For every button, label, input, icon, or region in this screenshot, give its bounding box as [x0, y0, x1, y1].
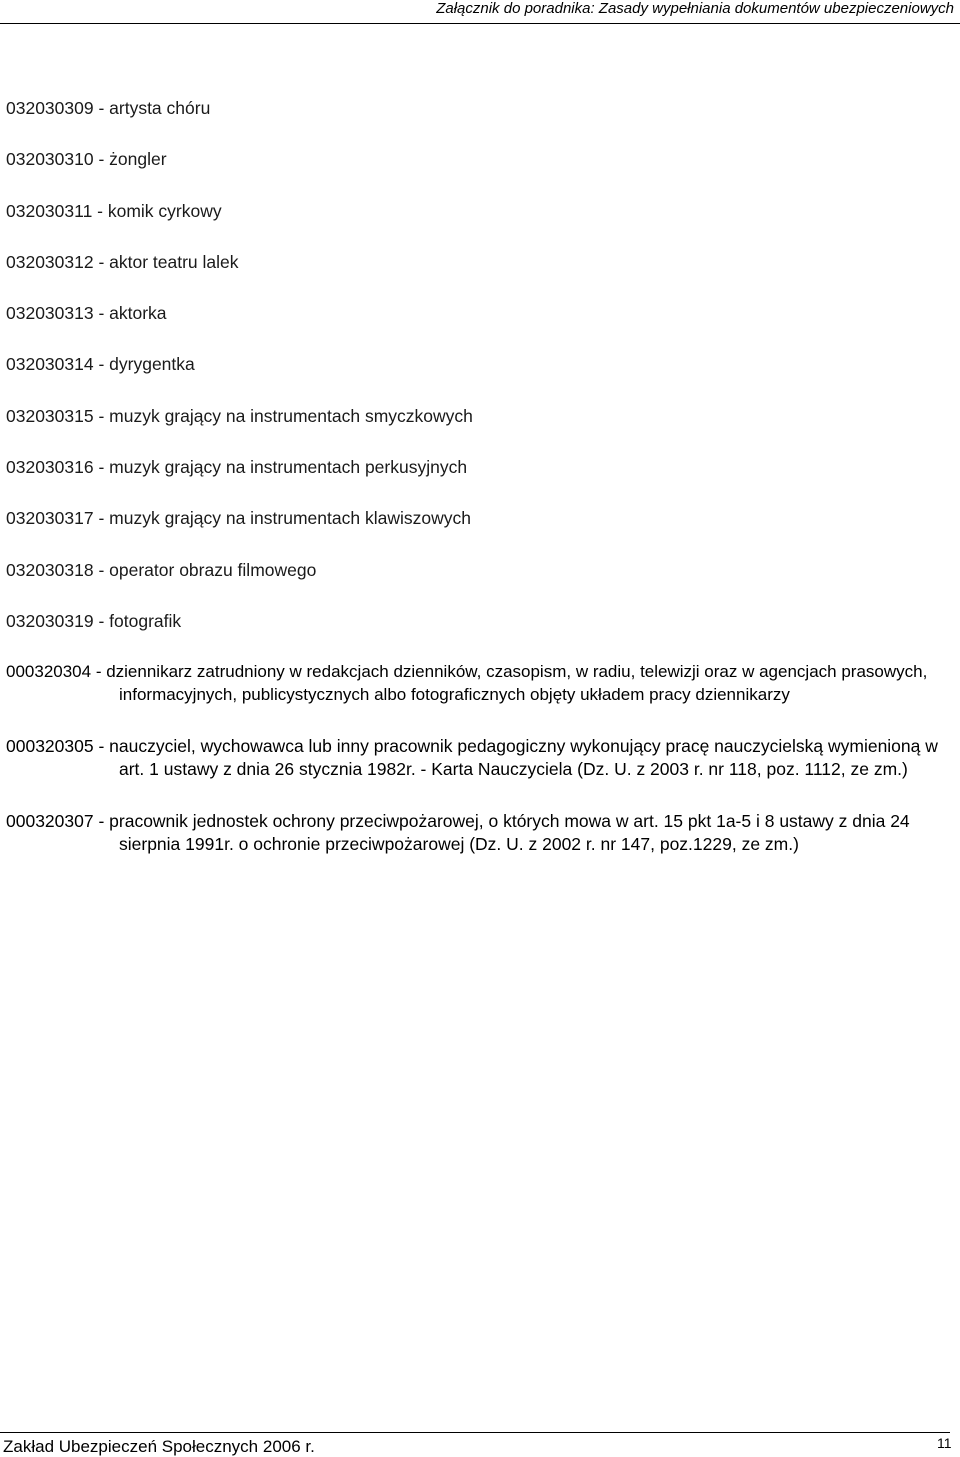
list-item: 000320307 - pracownik jednostek ochrony przeciwpożarowej, o których mowa w art. 15 pkt 1a-5 i 8 ustawy z dnia 24 sierpnia 1991r. o ochronie przeciwpożarowej (Dz. U. z 2002 r. nr 147, poz.1229, ze zm.) [6, 811, 910, 855]
list-item: 032030309 - artysta chóru [6, 98, 211, 118]
page-number: 11 [937, 1435, 952, 1451]
list-item: 000320304 - dziennikarz zatrudniony w redakcjach dzienników, czasopism, w radiu, telewizji oraz w agencjach prasowych, informacyjnych, publicystycznych albo fotograficznych objęty układem pracy dziennikarzy [6, 662, 928, 704]
footer-organization: Zakład Ubezpieczeń Społecznych 2006 r. [3, 1437, 315, 1456]
list-item: 032030313 - aktorka [6, 303, 167, 324]
list-item: 032030319 - fotografik [6, 610, 182, 631]
list-item: 032030311 - komik cyrkowy [6, 200, 222, 221]
list-item: 032030310 - żongler [6, 149, 167, 170]
list-item: 032030312 - aktor teatru lalek [6, 251, 239, 272]
list-item: 032030314 - dyrygentka [6, 354, 195, 375]
occupation-code-list [6, 97, 956, 885]
page-footer [0, 1432, 960, 1457]
list-item: 032030315 - muzyk grający na instrumentach smyczkowych [6, 405, 473, 426]
header-title: Załącznik do poradnika: Zasady wypełniania dokumentów ubezpieczeniowych [436, 0, 954, 17]
page-header [0, 0, 960, 24]
list-item: 032030317 - muzyk grający na instrumentach klawiszowych [6, 508, 471, 529]
list-item: 032030316 - muzyk grający na instrumentach perkusyjnych [6, 457, 468, 478]
footer-divider [0, 1432, 950, 1433]
header-divider [0, 23, 960, 24]
list-item: 032030318 - operator obrazu filmowego [6, 559, 317, 580]
list-item: 000320305 - nauczyciel, wychowawca lub inny pracownik pedagogiczny wykonujący pracę nauczycielską wymienioną w art. 1 ustawy z dnia 26 stycznia 1982r. - Karta Nauczyciela (Dz. U. z 2003 r. nr 118, poz. 1112, ze zm.) [6, 736, 938, 780]
